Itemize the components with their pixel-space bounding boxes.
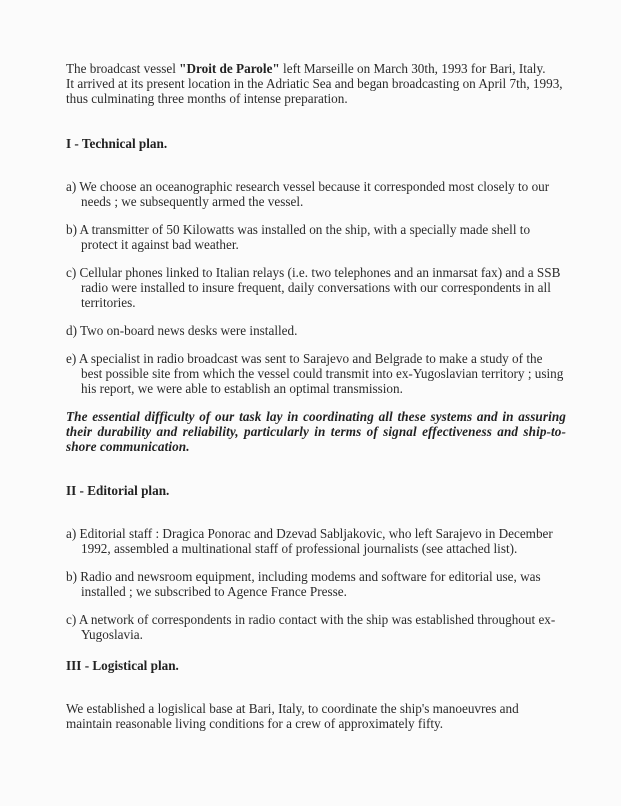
- section-title-technical: I - Technical plan.: [66, 136, 168, 151]
- document-page: [66, 61, 566, 731]
- section-title-editorial: II - Editorial plan.: [66, 483, 170, 498]
- section-title-logistical: III - Logistical plan.: [66, 658, 179, 673]
- editorial-item-a: a) Editorial staff : Dragica Ponorac and Dzevad Sabljakovic, who left Sarajevo in December 1992, assembled a multinational staff of professional journalists (see attached list).: [66, 526, 553, 556]
- logistical-paragraph: We established a logislical base at Bari, Italy, to coordinate the ship's manoeuvres and maintain reasonable living conditions for a crew of approximately fifty.: [66, 701, 519, 731]
- intro-line-2: It arrived at its present location in the Adriatic Sea and began broadcasting on April 7th, 1993,: [66, 76, 563, 91]
- intro-line-3: thus culminating three months of intense preparation.: [66, 91, 348, 106]
- editorial-item-c: c) A network of correspondents in radio contact with the ship was established throughout ex-Yugoslavia.: [66, 612, 556, 642]
- technical-item-e: e) A specialist in radio broadcast was sent to Sarajevo and Belgrade to make a study of the best possible site from which the vessel could transmit into ex-Yugoslavian territory ; using his report, we were able to establish an optimal transmission.: [66, 351, 564, 396]
- technical-item-b: b) A transmitter of 50 Kilowatts was installed on the ship, with a specially made shell to protect it against bad weather.: [66, 222, 531, 252]
- intro-line-1: The broadcast vessel "Droit de Parole" left Marseille on March 30th, 1993 for Bari, Italy.: [66, 61, 546, 76]
- vessel-name: "Droit de Parole": [179, 61, 280, 76]
- technical-item-d: d) Two on-board news desks were installed.: [66, 323, 298, 338]
- technical-item-a: a) We choose an oceanographic research vessel because it corresponded most closely to our needs ; we subsequently armed the vessel.: [66, 179, 550, 209]
- editorial-item-b: b) Radio and newsroom equipment, including modems and software for editorial use, was installed ; we subscribed to Agence France Presse.: [66, 569, 541, 599]
- technical-emphasis: The essential difficulty of our task lay in coordinating all these systems and in assuring their durability and reliability, particularly in terms of signal effectiveness and ship-to-shore communication.: [66, 409, 566, 454]
- technical-item-c: c) Cellular phones linked to Italian relays (i.e. two telephones and an inmarsat fax) and a SSB radio were installed to insure frequent, daily conversations with our correspondents in all territories.: [66, 265, 561, 310]
- intro-paragraph: [66, 61, 566, 106]
